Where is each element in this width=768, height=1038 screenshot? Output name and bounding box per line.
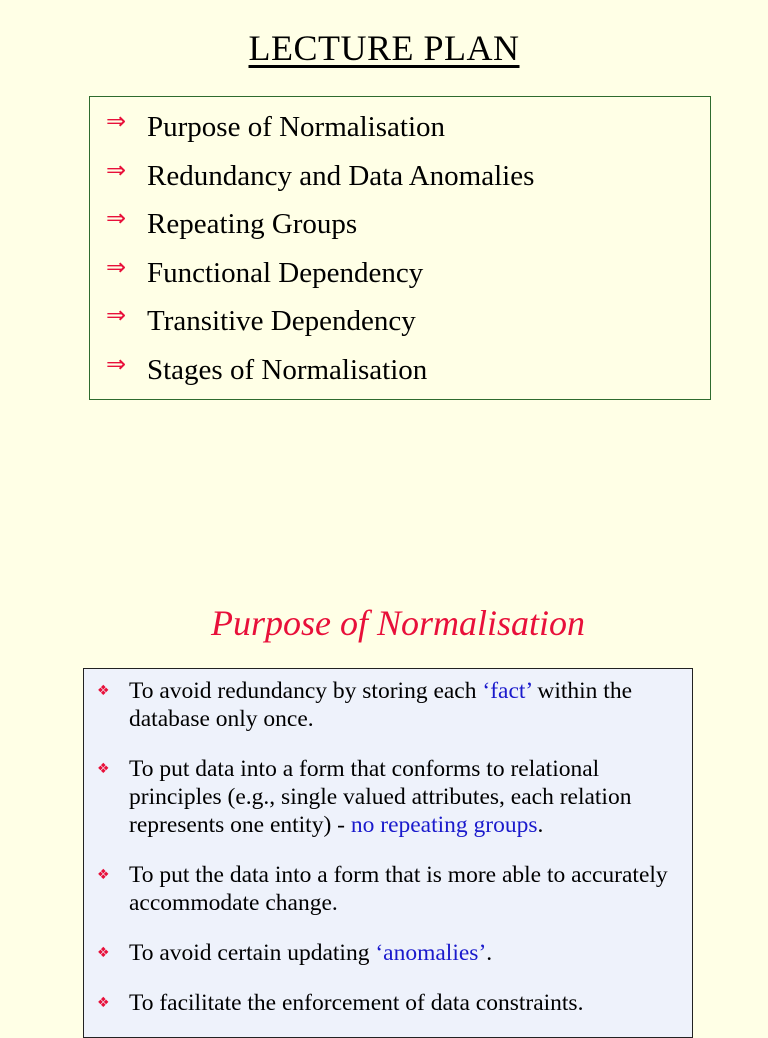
purpose-item (84, 861, 692, 917)
highlighted-term: no repeating groups (350, 812, 538, 838)
diamond-bullet-icon: ❖ (97, 761, 110, 777)
lecture-plan-box (89, 96, 711, 400)
diamond-bullet-icon: ❖ (97, 683, 110, 699)
plan-item-label: Purpose of Normalisation (147, 111, 446, 143)
highlighted-term: ‘fact’ (482, 678, 532, 704)
purpose-text-part: within the database only once. (129, 678, 633, 732)
highlighted-term: ‘anomalies’ (375, 940, 487, 966)
purpose-text-part: To avoid redundancy by storing each (129, 678, 483, 704)
purpose-text-part: To put data into a form that conforms to relational principles (e.g., single valued attributes, each relation represents one entity) - (129, 756, 632, 838)
diamond-bullet-icon: ❖ (97, 995, 110, 1011)
plan-item (90, 107, 710, 156)
page-title: LECTURE PLAN (248, 28, 520, 68)
purpose-item-text (129, 861, 684, 917)
plan-item-label: Repeating Groups (147, 208, 358, 241)
plan-item-label: Functional Dependency (147, 256, 424, 289)
purpose-item (84, 677, 692, 733)
purpose-item-text (129, 755, 684, 839)
lecture-plan-list (90, 107, 710, 399)
plan-item (90, 253, 710, 302)
plan-item (90, 204, 710, 253)
purpose-list (84, 677, 692, 1017)
double-arrow-icon: ⇒ (106, 252, 127, 281)
purpose-item-text (129, 939, 684, 967)
purpose-item (84, 989, 692, 1017)
plan-item-label: Transitive Dependency (147, 305, 416, 338)
purpose-item (84, 939, 692, 967)
double-arrow-icon: ⇒ (106, 301, 127, 330)
diamond-bullet-icon: ❖ (97, 867, 110, 883)
double-arrow-icon: ⇒ (106, 107, 127, 135)
purpose-text-part: To facilitate the enforcement of data constraints. (129, 990, 584, 1016)
double-arrow-icon: ⇒ (106, 204, 127, 233)
plan-item (90, 350, 710, 399)
plan-item-label: Redundancy and Data Anomalies (147, 159, 535, 192)
purpose-text-part: To put the data into a form that is more able to accurately accommodate change. (129, 862, 668, 916)
plan-item-label: Stages of Normalisation (147, 353, 428, 386)
diamond-bullet-icon: ❖ (97, 945, 110, 961)
double-arrow-icon: ⇒ (106, 155, 127, 184)
purpose-text-part: To avoid certain updating (129, 940, 376, 966)
purpose-text-part: . (537, 812, 544, 838)
double-arrow-icon: ⇒ (106, 349, 127, 378)
plan-item (90, 156, 710, 205)
plan-item (90, 301, 710, 350)
purpose-box (83, 668, 693, 1038)
purpose-item (84, 755, 692, 839)
purpose-item-text (129, 989, 684, 1017)
section-title: Purpose of Normalisation (210, 603, 586, 643)
purpose-text-part: . (486, 940, 493, 966)
purpose-item-text (129, 677, 684, 733)
